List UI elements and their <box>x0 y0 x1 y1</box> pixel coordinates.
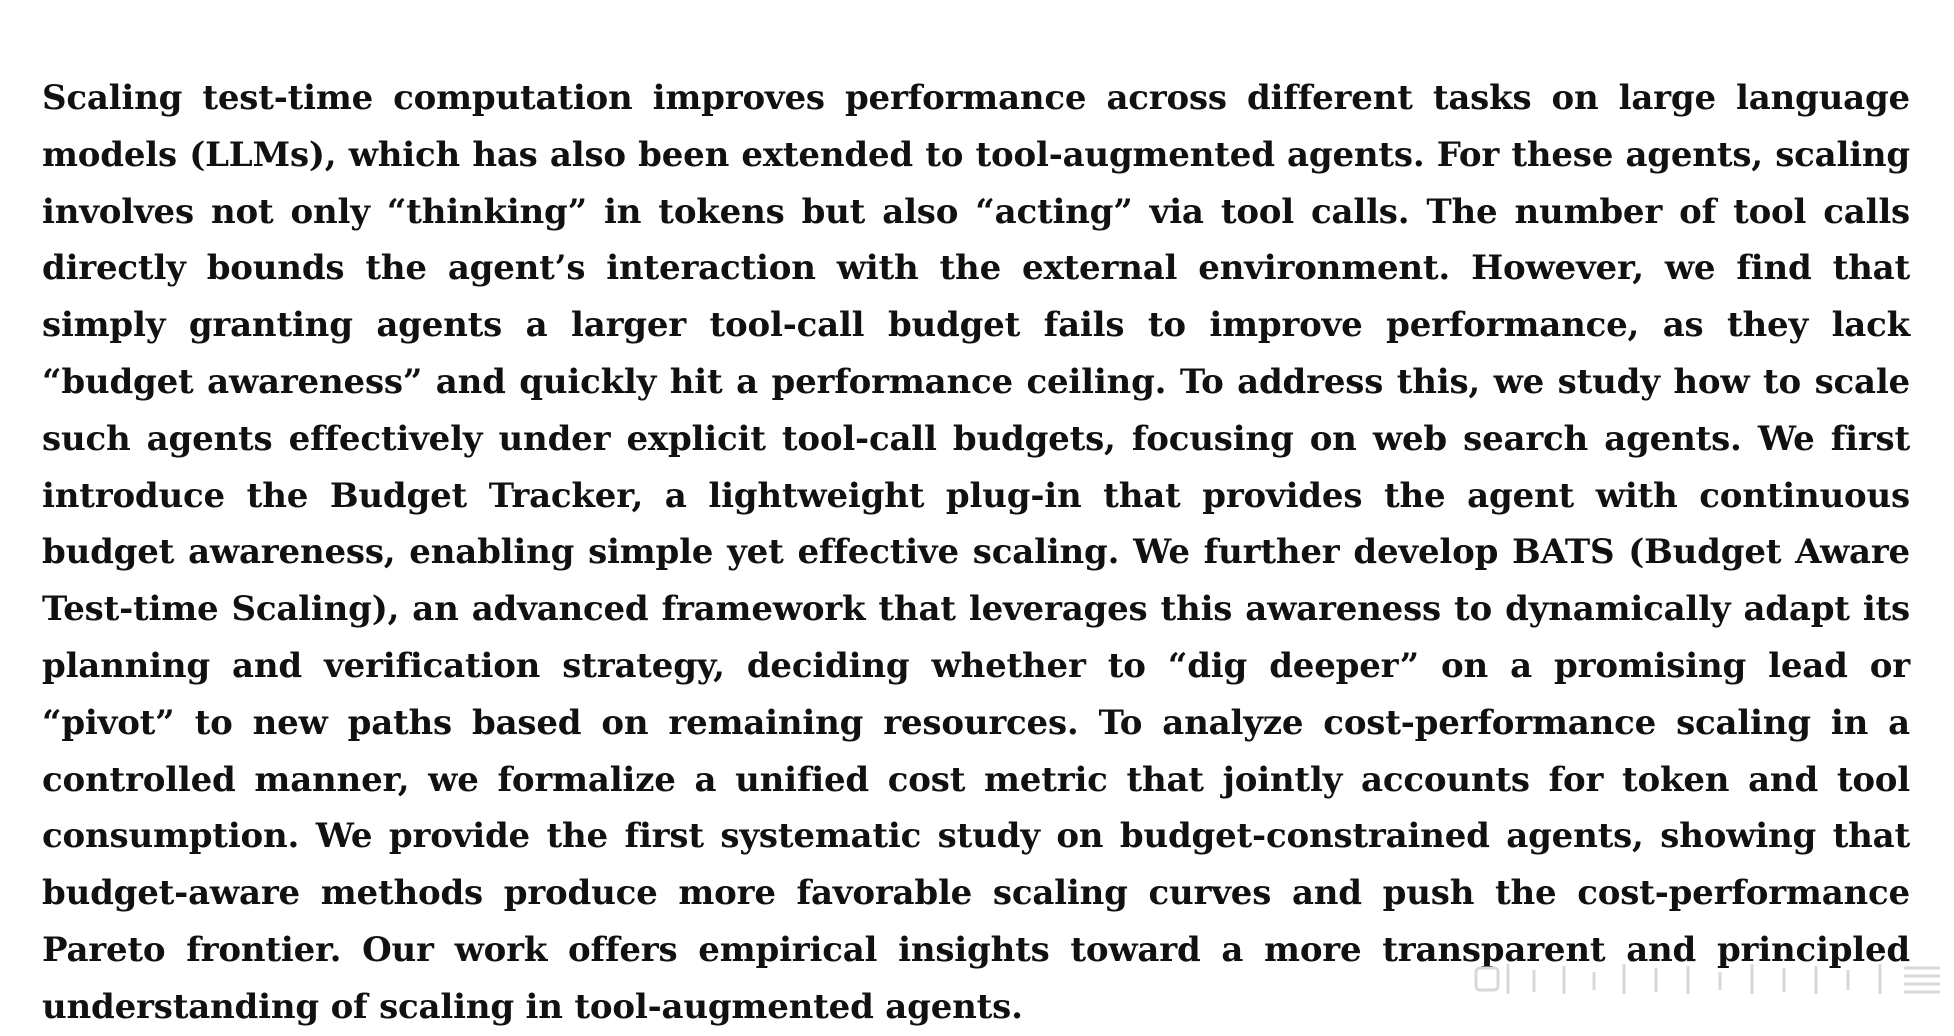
abstract-paragraph: Scaling test-time computation improves performance across different tasks on large language models (LLMs), which has also been extended to tool-augmented agents. For these agents, scaling involves not only “thinking” in tokens but also “acting” via tool calls. The number of tool calls directly bounds the agent’s interaction with the external environment. However, we find that simply granting agents a larger tool-call budget fails to improve performance, as they lack “budget awareness” and quickly hit a performance ceiling. To address this, we study how to scale such agents effectively under explicit tool-call budgets, focusing on web search agents. We first introduce the Budget Tracker, a lightweight plug-in that provides the agent with continuous budget awareness, enabling simple yet effective scaling. We further develop BATS (Budget Aware Test-time Scaling), an advanced framework that leverages this awareness to dynamically adapt its planning and verification strategy, deciding whether to “dig deeper” on a promising lead or “pivot” to new paths based on remaining resources. To analyze cost-performance scaling in a controlled manner, we formalize a unified cost metric that jointly accounts for token and tool consumption. We provide the first systematic study on budget-constrained agents, showing that budget-aware methods produce more favorable scaling curves and push the cost-performance Pareto frontier. Our work offers empirical insights toward a more transparent and principled understanding of scaling in tool-augmented agents. <box>42 78 1910 1027</box>
watermark-logo <box>1474 956 1944 1000</box>
